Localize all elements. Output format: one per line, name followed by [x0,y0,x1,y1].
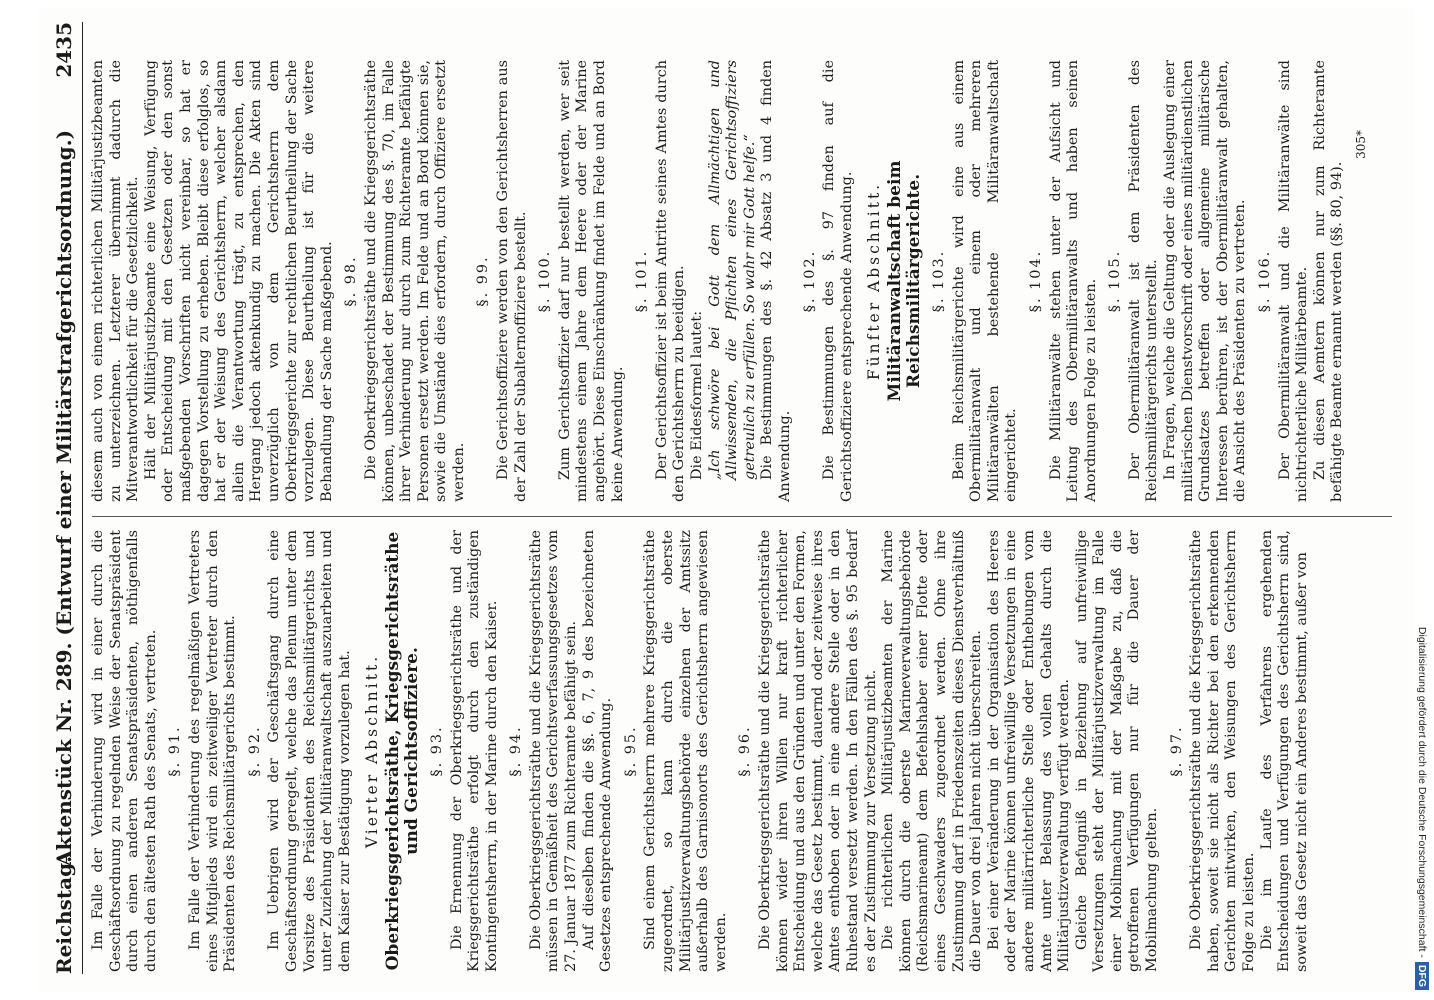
paragraph: Die Militäranwälte stehen unter der Aufsicht und Leitung des Obermilitäranwalts und haben seinen Anordnungen Folge zu leisten. [1047,60,1099,502]
section-number: §. 100. [537,249,554,313]
column-divider [92,516,1392,517]
section-number: §. 96. [737,725,754,777]
section-number: §. 93. [428,725,445,777]
paragraph: Der Obermilitäranwalt ist dem Präsidenten des Reichsmilitärgerichts unterstellt. [1126,60,1161,502]
paragraph: Die Bestimmungen des §. 42 Absatz 3 und 4 finden Anwendung. [759,60,793,502]
paragraph: Die Eidesformel lautet: [689,310,705,480]
section-number: §. 91. [167,725,184,777]
paragraph: Die Oberkriegsgerichtsräthe und die Kriegsgerichtsräthe müssen in Gemäßheit des Gerichtsverfassungsgesetzes vom 27. Januar 1877 zum Richteramte befähigt sein. [527,530,580,972]
section-number: §. 106. [1257,249,1274,313]
paragraph: diesem auch von einem richterlichen Militärjustizbeamten zu unterzeichnen. Letzterer übernimmt dadurch die Mitverantwortlichkeit für die Gesetzlichkeit. [90,60,142,502]
paragraph: In Fragen, welche die Geltung oder die Auslegung einer militärischen Dienstvorschrift oder eines militärdienstlichen Grundsatzes betreffen oder allgemeine militärische Interessen berühren, ist der Obermilitäranwalt gehalten, die Ansicht des Präsidenten zu vertreten. [1162,60,1249,502]
dfg-notice-text-wrap [1412,10,1432,990]
paragraph: Der Obermilitäranwalt und die Militäranwälte sind nichtrichterliche Militärbeamte. [1276,60,1311,502]
paragraph: Sind einem Gerichtsherrn mehrere Kriegsgerichtsräthe zugeordnet, so kann durch die oberste Militärjustizverwaltungsbehörde einzelnen der Amtssitz außerhalb des Garnisonorts des Gerichtsherrn angewiesen werden. [642,530,729,972]
section-number: §. 92. [246,725,263,777]
paragraph: Hält der Militärjustizbeamte eine Weisung, Verfügung oder Entscheidung mit den Gesetzen oder den sonst maßgebenden Vorschriften nicht vereinbar, so hat er dagegen Vorstellung zu erheben. Bleibt diese erfolglos, so hat er der Weisung des Gerichtsherrn, welcher alsdann allein die Verantwortung trägt, zu entsprechen, den Hergang jedoch aktenkundig zu machen. Die Akten sind unverzüglich von dem Gerichtsherrn dem Oberkriegsgerichte zur rechtlichen Beurtheilung der Sache vorzulegen. Diese Beurtheilung ist für die weitere Behandlung der Sache maßgebend. [142,60,335,502]
paragraph: Im Falle der Verhinderung des regelmäßigen Vertreters eines Mitglieds wird ein zeitweiliger Vertreter durch den Präsidenten des Reichsmilitärgerichts bestimmt. [186,530,239,972]
section-number: §. 102. [801,249,818,313]
section-number: §. 105. [1107,249,1124,313]
section-title: Vierter Abschnitt. [363,653,382,849]
paragraph: Die Gerichtsoffiziere werden von den Gerichtsherren aus der Zahl der Subalternoffiziere bestellt. [495,60,529,502]
paragraph: Im Uebrigen wird der Geschäftsgang durch eine Geschäftsordnung geregelt, welche das Plenum unter dem Vorsitze des Präsidenten des Reichsmilitärgerichts und unter Zuziehung der Militäranwaltschaft auszuarbeiten und dem Kaiser zur Bestätigung vorzulegen hat. [266,530,353,972]
running-head-title: Aktenstück Nr. 289. (Entwurf einer Militärstrafgerichtsordnung.) [52,129,76,867]
running-head-left: Reichstag. [52,855,76,974]
dfg-notice-text: Digitalisierung gefördert durch die Deutsche Forschungsgemeinschaft - [1416,626,1428,958]
paragraph: Auf dieselben finden die §§. 6, 7, 9 des bezeichneten Gesetzes entsprechende Anwendung. [580,530,615,972]
paragraph: Bei einer Veränderung in der Organisation des Heeres oder der Marine können unfreiwillige Versetzungen in eine andere militärrichterliche Stelle oder Enthebungen vom Amte unter Belassung des vollen Gehalts durch die Militärjustizverwaltung verfügt werden. [985,530,1073,972]
paragraph: Beim Reichsmilitärgerichte wird eine aus einem Obermilitäranwalt und einem oder mehreren Militäranwälten bestehende Militäranwaltschaft eingerichtet. [950,60,1020,502]
section-number: §. 99. [475,255,492,307]
scanned-page [38,8,1414,992]
page-content [38,8,1414,992]
right-column [90,60,1371,502]
section-number: §. 97. [1168,725,1185,777]
paragraph: Die Oberkriegsgerichtsräthe und die Kriegsgerichtsräthe können wider ihren Willen nur kraft richterlicher Entscheidung und aus den Gründen und unter den Formen, welche das Gesetz bestimmt, dauernd oder zeitweise ihres Amtes enthoben oder in eine andere Stelle oder in den Ruhestand versetzt werden. In den Fällen des §. 95 bedarf es der Zustimmung zur Versetzung nicht. [757,530,879,972]
paragraph: Die Oberkriegsgerichtsräthe und die Kriegsgerichtsräthe haben, soweit sie nicht als Richter bei den erkennenden Gerichten mitwirken, den Weisungen des Gerichtsherrn Folge zu leisten. [1188,530,1258,972]
section-number: §. 104. [1027,249,1044,313]
page-number: 2435 [52,22,76,78]
paragraph: Gleiche Befugniß in Beziehung auf unfreiwillige Versetzungen steht der Militärjustizverwaltung im Falle einer Mobilmachung mit der Maßgabe zu, daß die getroffenen Verfügungen nur für die Dauer der Mobilmachung gelten. [1073,530,1161,972]
dfg-logo: DFG [1415,962,1429,990]
paragraph: Die Ernennung der Oberkriegsgerichtsräthe und der Kriegsgerichtsräthe erfolgt durch den zuständigen Kontingentsherrn, in der Marine durch den Kaiser. [448,530,500,972]
section-subtitle: Oberkriegsgerichtsräthe, Kriegsgerichtsräthe und Gerichtsoffiziere. [382,531,422,971]
section-number: §. 98. [343,255,360,307]
paragraph: Zum Gerichtsoffizier darf nur bestellt werden, wer seit mindestens einem Jahre dem Heere oder der Marine angehört. Diese Einschränkung findet im Felde und an Bord keine Anwendung. [556,60,626,502]
section-number: §. 103. [930,249,947,313]
section-number: §. 101. [634,249,651,313]
paragraph: Zu diesen Aemtern können nur zum Richteramte befähigte Beamte ernannt werden (§§. 80, 94). [1311,60,1346,502]
paragraph: Die Oberkriegsgerichtsräthe und die Kriegsgerichtsräthe können, unbeschadet der Bestimmung des §. 70, im Falle ihrer Verhinderung nur durch zum Richteramte befähigte Personen ersetzt werden. Im Felde und an Bord können sie, sowie die Umstände dies erfordern, durch Offiziere ersetzt werden. [362,60,467,502]
section-title: Fünfter Abschnitt. [865,181,884,381]
oath-formula: „Ich schwöre bei Gott dem Allmächtigen und Allwissenden, die Pflichten eines Gerichtsoffiziers getreulich zu erfüllen. So wahr mir Gott helfe.“ [706,60,758,480]
left-column [90,530,1311,972]
paragraph: Die im Laufe des Verfahrens ergehenden Entscheidungen und Verfügungen des Gerichtsherrn sind, soweit das Gesetz nicht ein Anderes bestimmt, außer von [1258,530,1310,972]
signature-mark: 305* [1354,130,1368,159]
dfg-notice [1412,10,1432,990]
running-head [48,22,83,974]
section-number: §. 94. [508,725,525,777]
section-number: §. 95. [622,725,639,777]
paragraph: Die Bestimmungen des §. 97 finden auf die Gerichtsoffiziere entsprechende Anwendung. [821,60,855,502]
section-subtitle: Militäranwaltschaft beim Reichsmilitärgerichte. [884,160,924,402]
paragraph: Im Falle der Verhinderung wird in einer durch die Geschäftsordnung zu regelnden Weise der Senatspräsident durch einen anderen Senatspräsidenten, nöthigenfalls durch den ältesten Rath des Senats, vertreten. [90,530,159,972]
paragraph: Die richterlichen Militärjustizbeamten der Marine können durch die oberste Marineverwaltungsbehörde (Reichsmarineamt) dem Befehlshaber einer Flotte oder eines Geschwaders zugeordnet werden. Ohne ihre Zustimmung darf in Friedenszeiten dieses Dienstverhältniß die Dauer von drei Jahren nicht überschreiten. [880,530,985,972]
paragraph: Der Gerichtsoffizier ist beim Antritte seines Amtes durch den Gerichtsherrn zu beeidigen. [653,60,688,502]
